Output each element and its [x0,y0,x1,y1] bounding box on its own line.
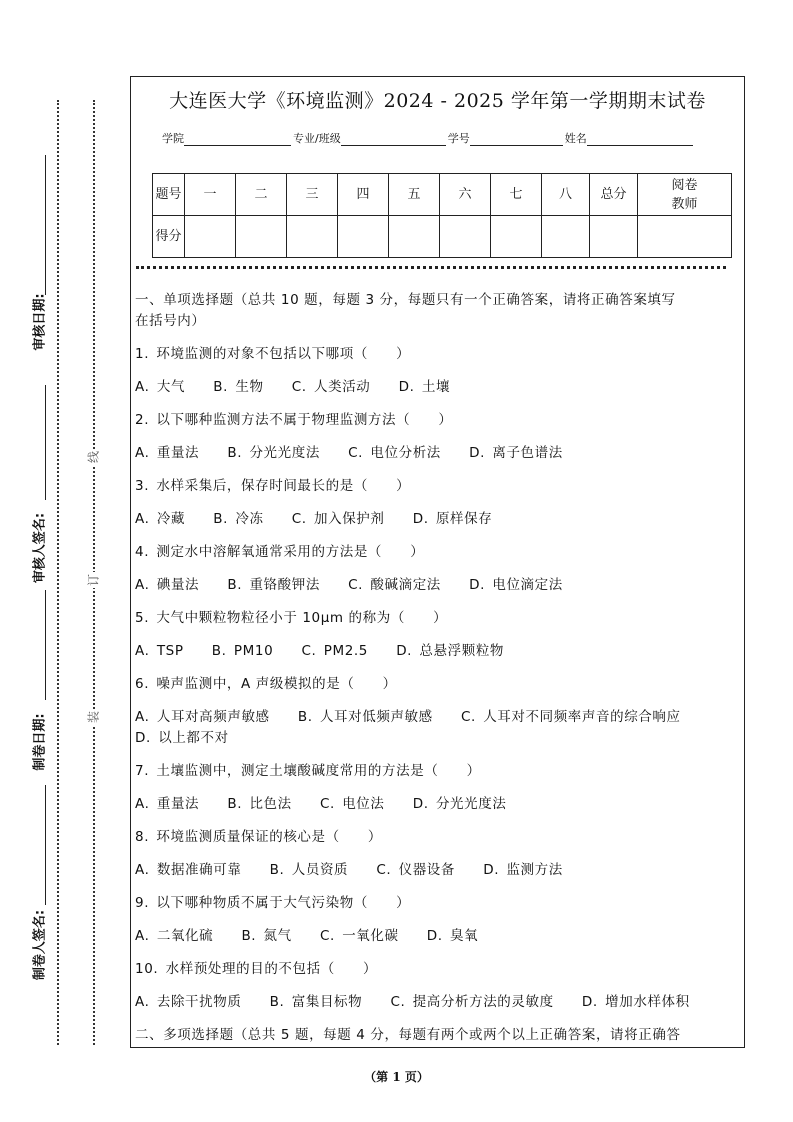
section1-heading: 在括号内） [135,313,206,329]
score-cell[interactable] [491,216,542,258]
binding-mark-line: 线 [86,450,101,464]
question-stem: 2. 以下哪种监测方法不属于物理监测方法（ ） [135,412,453,428]
header-cell: 三 [287,174,338,216]
question-list [135,344,745,1013]
reviewer-signature-label: 审核人签名: [32,512,48,584]
exam-title: 大连医大学《环境监测》2024 - 2025 学年第一学期期末试卷 [169,90,706,112]
question-stem: 5. 大气中颗粒物粒径小于 10μm 的称为（ ） [135,610,448,626]
question-options: A. 去除干扰物质 B. 富集目标物 C. 提高分析方法的灵敏度 D. 增加水样体积 [135,994,690,1010]
paper-date-blank [45,590,46,700]
student-id-field[interactable] [470,131,563,146]
question-options: A. 重量法 B. 分光光度法 C. 电位分析法 D. 离子色谱法 [135,445,563,461]
score-cell[interactable] [389,216,440,258]
college-field[interactable] [184,131,291,146]
score-cell[interactable] [287,216,338,258]
major-class-label: 专业/班级 [293,132,341,145]
paper-maker-signature-blank [45,785,46,905]
score-cell[interactable] [590,216,638,258]
question-stem: 7. 土壤监测中，测定土壤酸碱度常用的方法是（ ） [135,763,481,779]
page-number: （第 1 页） [364,1070,429,1084]
section1-heading: 一、单项选择题（总共 10 题，每题 3 分，每题只有一个正确答案，请将正确答案填写 [135,292,676,308]
score-cell[interactable] [638,216,732,258]
student-info-line [162,130,695,146]
paper-maker-signature-label: 制卷人签名: [32,909,48,981]
major-class-field[interactable] [341,131,446,146]
name-field[interactable] [587,131,693,146]
header-cell: 二 [236,174,287,216]
question-stem: 3. 水样采集后，保存时间最长的是（ ） [135,478,411,494]
question-options: A. 碘量法 B. 重铬酸钾法 C. 酸碱滴定法 D. 电位滴定法 [135,577,563,593]
question-options: D. 以上都不对 [135,730,229,746]
review-date-label: 审核日期: [32,293,48,351]
score-table-score-row [153,216,732,258]
question-stem: 4. 测定水中溶解氧通常采用的方法是（ ） [135,544,425,560]
student-id-label: 学号 [447,132,470,145]
header-cell: 一 [185,174,236,216]
question-stem: 8. 环境监测质量保证的核心是（ ） [135,829,383,845]
question-options: A. 冷藏 B. 冷冻 C. 加入保护剂 D. 原样保存 [135,511,493,527]
question-options: A. 数据准确可靠 B. 人员资质 C. 仪器设备 D. 监测方法 [135,862,563,878]
reviewer-signature-blank [45,385,46,500]
question-options: A. 重量法 B. 比色法 C. 电位法 D. 分光光度法 [135,796,507,812]
header-cell: 六 [440,174,491,216]
question-stem: 6. 噪声监测中，A 声级模拟的是（ ） [135,676,397,692]
question-stem: 10. 水样预处理的目的不包括（ ） [135,961,378,977]
header-cell: 八 [542,174,590,216]
score-cell[interactable] [338,216,389,258]
binding-dotted-line-outer [57,100,59,1045]
section2-heading: 二、多项选择题（总共 5 题，每题 4 分，每题有两个或两个以上正确答案，请将正确答 [135,1027,681,1043]
score-cell[interactable] [440,216,491,258]
name-label: 姓名 [564,132,587,145]
review-date-blank [45,155,46,295]
header-cell: 七 [491,174,542,216]
question-stem: 1. 环境监测的对象不包括以下哪项（ ） [135,346,411,362]
score-table [152,173,732,258]
question-options: A. 人耳对高频声敏感 B. 人耳对低频声敏感 C. 人耳对不同频率声音的综合响应 [135,709,681,725]
binding-mark-staple: 订 [86,573,101,587]
header-cell: 题号 [153,174,185,216]
score-cell[interactable] [542,216,590,258]
binding-mark-bind: 装 [86,710,101,724]
paper-date-label: 制卷日期: [32,713,48,771]
header-cell: 阅卷教师 [638,174,732,216]
score-cell[interactable] [185,216,236,258]
header-cell: 五 [389,174,440,216]
question-options: A. 大气 B. 生物 C. 人类活动 D. 土壤 [135,379,451,395]
score-row-label: 得分 [153,216,185,258]
question-stem: 9. 以下哪种物质不属于大气污染物（ ） [135,895,411,911]
score-table-header-row [153,174,732,216]
score-cell[interactable] [236,216,287,258]
header-cell: 四 [338,174,389,216]
header-cell: 总分 [590,174,638,216]
question-options: A. 二氧化硫 B. 氮气 C. 一氧化碳 D. 臭氧 [135,928,479,944]
dotted-separator [136,266,726,269]
exam-content [135,290,745,1058]
question-options: A. TSP B. PM10 C. PM2.5 D. 总悬浮颗粒物 [135,643,505,659]
college-label: 学院 [162,132,184,145]
